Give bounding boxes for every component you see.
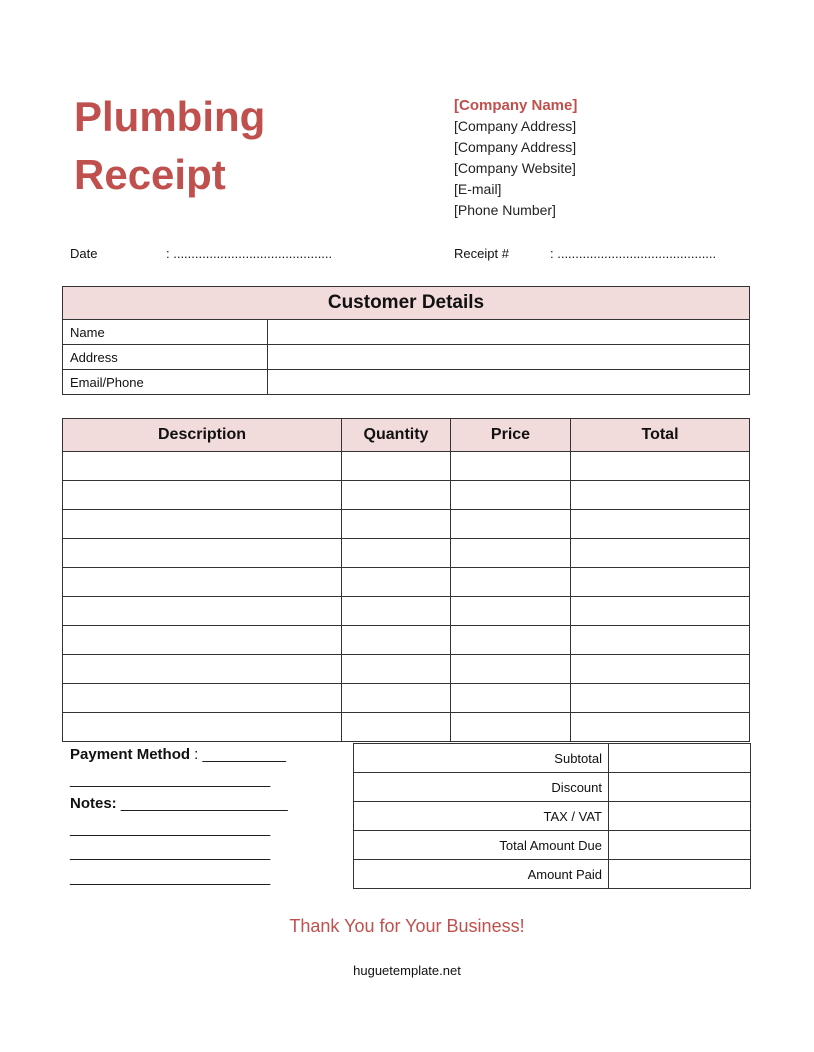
items-body (63, 452, 750, 742)
date-field[interactable]: : ............................................ (166, 246, 333, 261)
customer-address-field[interactable] (268, 345, 750, 370)
price-cell[interactable] (451, 539, 571, 568)
description-cell[interactable] (63, 568, 342, 597)
payment-line[interactable]: ________________________ (70, 770, 271, 788)
date-label: Date (70, 246, 98, 261)
payment-method-row (70, 743, 288, 768)
total-cell[interactable] (571, 713, 750, 742)
table-row (354, 744, 751, 773)
description-cell[interactable] (63, 539, 342, 568)
payment-method-label: Payment Method (70, 746, 191, 763)
description-header: Description (63, 419, 342, 452)
quantity-header: Quantity (342, 419, 451, 452)
notes-row (70, 792, 288, 817)
company-email: [E-mail] (454, 181, 502, 197)
customer-details-heading: Customer Details (63, 287, 750, 320)
items-table (62, 418, 750, 742)
total-due-value[interactable] (609, 831, 751, 860)
notes-label: Notes: (70, 795, 117, 812)
table-row (63, 713, 750, 742)
customer-address-label: Address (63, 345, 268, 370)
payment-notes-block (70, 743, 288, 890)
quantity-cell[interactable] (342, 539, 451, 568)
description-cell[interactable] (63, 713, 342, 742)
items-header-row (63, 419, 750, 452)
table-row (63, 597, 750, 626)
company-address-1: [Company Address] (454, 118, 577, 134)
total-cell[interactable] (571, 655, 750, 684)
total-cell[interactable] (571, 597, 750, 626)
thank-you-message: Thank You for Your Business! (289, 916, 525, 936)
notes-field[interactable]: ____________________ (116, 795, 288, 812)
total-cell[interactable] (571, 452, 750, 481)
description-cell[interactable] (63, 510, 342, 539)
table-row (354, 773, 751, 802)
notes-line[interactable]: ________________________ (70, 844, 271, 861)
table-row (63, 568, 750, 597)
quantity-cell[interactable] (342, 626, 451, 655)
table-row (63, 345, 750, 370)
price-cell[interactable] (451, 452, 571, 481)
price-cell[interactable] (451, 626, 571, 655)
company-phone: [Phone Number] (454, 202, 556, 218)
discount-value[interactable] (609, 773, 751, 802)
description-cell[interactable] (63, 655, 342, 684)
table-row (354, 802, 751, 831)
table-row (354, 860, 751, 889)
table-row (63, 452, 750, 481)
quantity-cell[interactable] (342, 597, 451, 626)
totals-table (353, 743, 751, 889)
description-cell[interactable] (63, 481, 342, 510)
total-cell[interactable] (571, 481, 750, 510)
payment-method-field[interactable]: : __________ (190, 746, 286, 763)
company-address-2: [Company Address] (454, 139, 577, 155)
title-line-1: Plumbing (74, 93, 266, 140)
quantity-cell[interactable] (342, 655, 451, 684)
tax-label: TAX / VAT (354, 802, 609, 831)
customer-details-table (62, 286, 750, 395)
price-cell[interactable] (451, 655, 571, 684)
price-cell[interactable] (451, 684, 571, 713)
total-cell[interactable] (571, 684, 750, 713)
notes-line[interactable]: ________________________ (70, 868, 271, 886)
subtotal-value[interactable] (609, 744, 751, 773)
description-cell[interactable] (63, 597, 342, 626)
description-cell[interactable] (63, 684, 342, 713)
table-row (63, 481, 750, 510)
quantity-cell[interactable] (342, 568, 451, 597)
customer-name-field[interactable] (268, 320, 750, 345)
quantity-cell[interactable] (342, 452, 451, 481)
table-row (63, 684, 750, 713)
price-cell[interactable] (451, 713, 571, 742)
table-row (354, 831, 751, 860)
notes-line[interactable]: ________________________ (70, 819, 271, 837)
description-cell[interactable] (63, 626, 342, 655)
quantity-cell[interactable] (342, 684, 451, 713)
table-row (63, 655, 750, 684)
quantity-cell[interactable] (342, 510, 451, 539)
company-info (454, 95, 577, 221)
discount-label: Discount (354, 773, 609, 802)
amount-paid-value[interactable] (609, 860, 751, 889)
price-header: Price (451, 419, 571, 452)
table-row (63, 510, 750, 539)
quantity-cell[interactable] (342, 713, 451, 742)
total-cell[interactable] (571, 568, 750, 597)
total-cell[interactable] (571, 539, 750, 568)
price-cell[interactable] (451, 597, 571, 626)
customer-contact-field[interactable] (268, 370, 750, 395)
subtotal-label: Subtotal (354, 744, 609, 773)
tax-value[interactable] (609, 802, 751, 831)
table-row (63, 626, 750, 655)
receipt-number-field[interactable]: : ............................................ (550, 246, 717, 261)
total-header: Total (571, 419, 750, 452)
footer-website: huguetemplate.net (353, 963, 461, 978)
total-cell[interactable] (571, 510, 750, 539)
title-line-2: Receipt (74, 151, 226, 198)
description-cell[interactable] (63, 452, 342, 481)
customer-contact-label: Email/Phone (63, 370, 268, 395)
price-cell[interactable] (451, 481, 571, 510)
amount-paid-label: Amount Paid (354, 860, 609, 889)
price-cell[interactable] (451, 510, 571, 539)
total-cell[interactable] (571, 626, 750, 655)
company-name: [Company Name] (454, 97, 578, 114)
table-row (63, 539, 750, 568)
price-cell[interactable] (451, 568, 571, 597)
table-row (63, 320, 750, 345)
company-website: [Company Website] (454, 160, 576, 176)
customer-name-label: Name (63, 320, 268, 345)
total-due-label: Total Amount Due (354, 831, 609, 860)
receipt-number-label: Receipt # (454, 246, 509, 261)
quantity-cell[interactable] (342, 481, 451, 510)
table-row (63, 370, 750, 395)
receipt-title (74, 88, 265, 204)
